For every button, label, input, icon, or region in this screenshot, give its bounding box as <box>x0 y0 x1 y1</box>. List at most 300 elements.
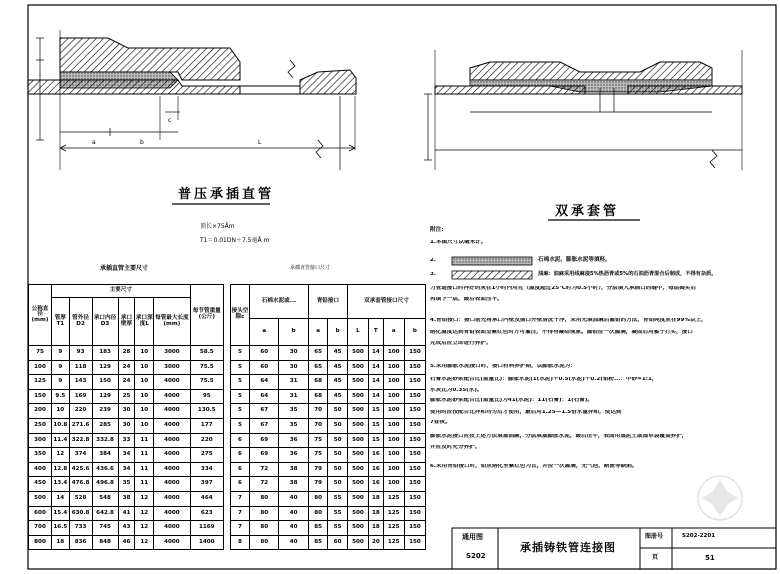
table-cell: 15 <box>369 404 384 419</box>
group-header-cement: 石棉水泥或... <box>250 285 309 319</box>
sleeve-pipe-left <box>435 86 585 94</box>
table-cell: 85 <box>308 535 327 550</box>
table-cell: 125 <box>383 506 404 521</box>
table-cell: 18 <box>52 535 70 550</box>
table-row <box>29 462 224 477</box>
table-cell: 322.8 <box>69 433 92 448</box>
table-cell: 436.6 <box>92 462 118 477</box>
table-cell: 93 <box>69 346 92 361</box>
table-cell: 50 <box>328 418 348 433</box>
table-cell: 20 <box>369 535 384 550</box>
table-cell: 100 <box>383 433 404 448</box>
table-cell: 476.8 <box>69 477 92 492</box>
table-cell: 43 <box>118 521 135 536</box>
note-line: 水灰比为0.35(水)。 <box>430 388 483 393</box>
table-cell: 150 <box>404 418 425 433</box>
table-cell: 75 <box>29 346 52 361</box>
note-line: 熔化温度达到青铅表面呈紫红色时方可灌注，不得有凝结现象。灌铅应一次灌满，凝固后用錾子打实，接口 <box>430 330 693 335</box>
table-cell: 143 <box>69 375 92 390</box>
table-cell: 500 <box>347 360 368 375</box>
table-cell: 200 <box>29 404 52 419</box>
table-cell: 31 <box>279 389 308 404</box>
table-cell: 25 <box>118 389 135 404</box>
table-row <box>231 375 426 390</box>
note-line: 4.青铅接口：接口前先将承口内壁及插口外壁清洗干净，采用先填油麻后灌铅的方法，青铅纯度应在99%以上， <box>430 318 707 323</box>
table-cell: 80 <box>308 506 327 521</box>
table-cell: 150 <box>404 389 425 404</box>
note-line: 2. <box>430 258 437 263</box>
table-cell: 275 <box>190 448 223 463</box>
table-cell: 35 <box>118 477 135 492</box>
col-header-nominal-diameter: 公称直径(mm) <box>29 285 52 346</box>
table-cell: 12.8 <box>52 462 70 477</box>
left-drawing-title: 普压承插直管 <box>178 187 275 202</box>
table-cell: 9.5 <box>52 389 70 404</box>
table-cell: 169 <box>69 389 92 404</box>
left-subheader: 管外径D2 <box>69 298 92 346</box>
table-cell: 500 <box>347 448 368 463</box>
table-cell: 642.8 <box>92 506 118 521</box>
right-subheader: a <box>383 319 404 346</box>
table-cell: 68 <box>308 375 327 390</box>
table-cell: 150 <box>404 360 425 375</box>
table-cell: 150 <box>404 404 425 419</box>
table-cell: 12 <box>135 506 154 521</box>
note-line: 6.采用青铅接口时，铅应熔化至紫红色为宜，并应一次灌满，无气泡，断流等缺陷。 <box>430 464 638 469</box>
table-cell: 8 <box>231 535 250 550</box>
sleeve-body <box>470 62 712 80</box>
table-cell: 10 <box>52 404 70 419</box>
group-header-sleeve: 双承套管接口尺寸 <box>347 285 425 319</box>
table-row <box>29 404 224 419</box>
table-cell: 69 <box>250 433 279 448</box>
table-cell: 11 <box>135 462 154 477</box>
table-cell: 1169 <box>190 521 223 536</box>
table-cell: 79 <box>308 477 327 492</box>
table-row <box>29 346 224 361</box>
table-cell: 125 <box>383 535 404 550</box>
table-cell: 4000 <box>154 433 190 448</box>
table-cell: 80 <box>250 506 279 521</box>
table-cell: 100 <box>383 448 404 463</box>
table-row <box>231 389 426 404</box>
table-cell: 100 <box>383 360 404 375</box>
table-row <box>231 418 426 433</box>
table-cell: 6 <box>231 433 250 448</box>
table-row <box>231 521 426 536</box>
joint-dimension-table <box>230 284 426 550</box>
table-cell: 30 <box>118 418 135 433</box>
table-row <box>231 477 426 492</box>
table-cell: 500 <box>29 491 52 506</box>
table-cell: 630.8 <box>69 506 92 521</box>
table-cell: 150 <box>404 506 425 521</box>
table-cell: 40 <box>279 521 308 536</box>
table-cell: 125 <box>383 521 404 536</box>
right-subheader: b <box>328 319 348 346</box>
watermark-logo <box>698 476 742 520</box>
table-cell: 12 <box>135 491 154 506</box>
table-cell: 12 <box>135 521 154 536</box>
table-cell: 183 <box>92 346 118 361</box>
table-cell: 50 <box>328 433 348 448</box>
table-cell: 6 <box>231 477 250 492</box>
table-cell: 46 <box>118 535 135 550</box>
table-cell: 500 <box>347 418 368 433</box>
table-cell: 80 <box>250 491 279 506</box>
note-line: 膨胀水泥砂浆配合比(重量比)为41(水泥)：11(石膏)：1(石膏)。 <box>430 398 593 403</box>
right-subheader: L <box>347 319 368 346</box>
table-cell: 5 <box>231 418 250 433</box>
table-cell: 50 <box>328 477 348 492</box>
atlas-code: S202 <box>466 552 486 560</box>
table-cell: 150 <box>404 375 425 390</box>
table-cell: 36 <box>279 448 308 463</box>
table-cell: 500 <box>347 389 368 404</box>
table-cell: 24 <box>118 375 135 390</box>
table-cell: 12 <box>135 535 154 550</box>
table-cell: 300 <box>29 433 52 448</box>
table-cell: 4000 <box>154 506 190 521</box>
table-cell: 118 <box>69 360 92 375</box>
table-cell: 150 <box>404 535 425 550</box>
table-cell: 55 <box>328 491 348 506</box>
table-cell: 67 <box>250 404 279 419</box>
table-cell: 129 <box>92 389 118 404</box>
table-cell: 250 <box>29 418 52 433</box>
table-cell: 18 <box>369 491 384 506</box>
table-cell: 129 <box>92 360 118 375</box>
table-cell: 14 <box>369 346 384 361</box>
right-table-caption: 承插直管接口尺寸 <box>290 265 331 271</box>
right-subheader: b <box>279 319 308 346</box>
table-cell: 28 <box>118 346 135 361</box>
table-cell: 79 <box>308 462 327 477</box>
note-line: 3. <box>430 272 437 277</box>
table-cell: 528 <box>69 491 92 506</box>
table-cell: 16 <box>369 477 384 492</box>
table-cell: 4000 <box>154 477 190 492</box>
table-cell: 500 <box>347 433 368 448</box>
table-cell: 50 <box>328 462 348 477</box>
table-cell: 5 <box>231 360 250 375</box>
table-cell: 100 <box>383 389 404 404</box>
table-cell: 464 <box>190 491 223 506</box>
table-cell: 350 <box>29 448 52 463</box>
table-cell: 67 <box>250 418 279 433</box>
table-cell: 500 <box>347 521 368 536</box>
table-cell: 500 <box>347 462 368 477</box>
table-cell: 130.5 <box>190 404 223 419</box>
table-cell: 38 <box>279 477 308 492</box>
table-cell: 10.8 <box>52 418 70 433</box>
table-cell: 10 <box>135 418 154 433</box>
table-cell: 69 <box>250 448 279 463</box>
table-cell: 12 <box>52 448 70 463</box>
table-cell: 95 <box>190 389 223 404</box>
table-row <box>29 418 224 433</box>
table-cell: 733 <box>69 521 92 536</box>
table-cell: 65 <box>308 346 327 361</box>
note-line: 膨胀水泥接口应按上述方法填塞油麻，分层填塞膨胀水泥，最后压平，表面用湿泥土或湿草袋覆盖养护， <box>430 434 688 439</box>
table-cell: 11.4 <box>52 433 70 448</box>
table-row <box>29 448 224 463</box>
table-cell: 40 <box>279 491 308 506</box>
table-cell: 450 <box>29 477 52 492</box>
table-cell: 38 <box>279 462 308 477</box>
table-cell: 100 <box>383 477 404 492</box>
table-cell: 600 <box>29 506 52 521</box>
table-cell: 33 <box>118 433 135 448</box>
table-row <box>231 462 426 477</box>
table-cell: 150 <box>29 389 52 404</box>
table-cell: 4000 <box>154 375 190 390</box>
table-cell: 100 <box>383 375 404 390</box>
table-cell: 150 <box>92 375 118 390</box>
table-cell: 220 <box>69 404 92 419</box>
table-cell: 500 <box>347 535 368 550</box>
table-cell: 14 <box>369 360 384 375</box>
left-subheader: 承口深度L <box>135 298 154 346</box>
formula-1: 顶长×75Åm <box>200 223 235 230</box>
table-cell: 55 <box>328 506 348 521</box>
sheet-no-label: 图册号 <box>645 533 664 540</box>
legend-oakum-text: 油麻：油麻采用线麻浸5%热沥青或5%的石油沥青混合后制成，不得有杂质。 <box>538 271 717 277</box>
left-subheader: 每管最大长度(mm) <box>154 298 190 346</box>
table-cell: 24 <box>118 360 135 375</box>
left-subheader: 管厚T1 <box>52 298 70 346</box>
table-cell: 72 <box>250 462 279 477</box>
table-row <box>231 448 426 463</box>
page-value: 51 <box>705 554 715 562</box>
left-subheader: 承口内径D3 <box>92 298 118 346</box>
table-cell: 10 <box>135 360 154 375</box>
table-cell: 548 <box>92 491 118 506</box>
table-cell: 177 <box>190 418 223 433</box>
table-cell: 75 <box>308 433 327 448</box>
table-cell: 5 <box>231 375 250 390</box>
table-cell: 60 <box>328 535 348 550</box>
table-cell: 6 <box>231 462 250 477</box>
note-line: 完成后应立即进行养护。 <box>430 341 492 346</box>
table-row <box>231 360 426 375</box>
spigot-end <box>300 70 356 94</box>
table-cell: 50 <box>328 448 348 463</box>
sheet-no-value: S202-2201 <box>682 533 716 539</box>
table-cell: 5 <box>231 346 250 361</box>
table-cell: 374 <box>69 448 92 463</box>
dim-b: b <box>140 139 144 146</box>
table-cell: 75 <box>308 448 327 463</box>
table-cell: 55 <box>328 521 348 536</box>
group-header-lead: 青铅接口 <box>308 285 347 319</box>
atlas-label: 通用图 <box>462 533 483 541</box>
sleeve-pipe-right <box>628 86 742 94</box>
table-cell: 41 <box>118 506 135 521</box>
table-cell: 36 <box>279 433 308 448</box>
table-cell: 800 <box>29 535 52 550</box>
table-cell: 7 <box>231 521 250 536</box>
table-cell: 220 <box>190 433 223 448</box>
right-subheader: a <box>250 319 279 346</box>
table-cell: 285 <box>92 418 118 433</box>
table-cell: 45 <box>328 375 348 390</box>
table-cell: 11 <box>135 433 154 448</box>
table-cell: 1400 <box>190 535 223 550</box>
table-cell: 80 <box>250 535 279 550</box>
table-cell: 35 <box>279 404 308 419</box>
note-line: 5.采用膨胀水泥接口时，接口材料养护期，以膨胀水泥为： <box>430 364 576 369</box>
table-cell: 100 <box>383 346 404 361</box>
table-cell: 70 <box>308 418 327 433</box>
table-cell: 384 <box>92 448 118 463</box>
table-cell: 15.4 <box>52 506 70 521</box>
table-cell: 60 <box>250 360 279 375</box>
table-cell: 500 <box>347 506 368 521</box>
table-cell: 150 <box>404 491 425 506</box>
table-cell: 4000 <box>154 521 190 536</box>
table-cell: 16.5 <box>52 521 70 536</box>
table-row <box>231 346 426 361</box>
col-header-gap: 接头空隙c <box>231 285 250 346</box>
table-cell: 3000 <box>154 360 190 375</box>
table-cell: 150 <box>404 448 425 463</box>
table-cell: 64 <box>250 375 279 390</box>
table-cell: 100 <box>383 404 404 419</box>
table-cell: 9 <box>52 346 70 361</box>
table-cell: 4000 <box>154 535 190 550</box>
drawing-title: 承插铸铁管连接图 <box>520 541 616 554</box>
table-cell: 496.8 <box>92 477 118 492</box>
table-cell: 623 <box>190 506 223 521</box>
table-cell: 10 <box>135 389 154 404</box>
table-cell: 4000 <box>154 491 190 506</box>
table-cell: 3000 <box>154 346 190 361</box>
note-line: 1.本图尺寸以毫米计。 <box>430 240 487 245</box>
table-row <box>231 535 426 550</box>
table-row <box>29 360 224 375</box>
table-cell: 65 <box>308 360 327 375</box>
table-cell: 45 <box>328 389 348 404</box>
table-cell: 239 <box>92 404 118 419</box>
table-cell: 80 <box>250 521 279 536</box>
table-cell: 68 <box>308 389 327 404</box>
table-cell: 397 <box>190 477 223 492</box>
legend-swatch-filler <box>452 257 532 265</box>
table-cell: 30 <box>279 346 308 361</box>
table-cell: 500 <box>347 346 368 361</box>
table-row <box>29 389 224 404</box>
table-cell: 100 <box>29 360 52 375</box>
table-cell: 400 <box>29 462 52 477</box>
table-cell: 150 <box>404 433 425 448</box>
table-cell: 4000 <box>154 462 190 477</box>
table-cell: 500 <box>347 477 368 492</box>
table-cell: 80 <box>308 491 327 506</box>
table-cell: 500 <box>347 404 368 419</box>
table-cell: 150 <box>404 462 425 477</box>
table-cell: 60 <box>250 346 279 361</box>
table-cell: 150 <box>404 477 425 492</box>
table-cell: 11 <box>135 448 154 463</box>
table-cell: 100 <box>383 462 404 477</box>
table-cell: 16 <box>369 448 384 463</box>
table-cell: 100 <box>383 418 404 433</box>
table-row <box>231 506 426 521</box>
table-cell: 5 <box>231 404 250 419</box>
table-cell: 4000 <box>154 404 190 419</box>
notes-heading: 附注: <box>430 227 444 233</box>
double-bell-sleeve-drawing <box>424 50 742 170</box>
right-subheader: T <box>369 319 384 346</box>
table-cell: 85 <box>308 521 327 536</box>
table-cell: 50 <box>328 404 348 419</box>
note-line: 力管道接口时拌好的灰在1小时内用完（温度超过25℃时为0.5小时），分层填入承插口的缝中，每层捣实后 <box>430 286 697 291</box>
table-cell: 45 <box>328 346 348 361</box>
left-subheader: 承口壁厚 <box>118 298 135 346</box>
table-cell: 836 <box>69 535 92 550</box>
table-cell: 40 <box>279 506 308 521</box>
table-cell: 18 <box>369 506 384 521</box>
table-cell: 13.4 <box>52 477 70 492</box>
page-label: 页 <box>652 554 659 561</box>
table-cell: 14 <box>52 491 70 506</box>
table-cell: 40 <box>279 535 308 550</box>
legend-filler-text: 石棉水泥、膨胀水泥等填料。 <box>538 257 611 263</box>
table-cell: 10 <box>135 346 154 361</box>
table-cell: 15 <box>369 418 384 433</box>
table-cell: 64 <box>250 389 279 404</box>
table-cell: 700 <box>29 521 52 536</box>
note-line: 石膏水泥砂浆配合比(重量比)：膨胀水泥(1(水泥)＋0.5(水泥)＋0.2(铝粉...：中砂=1:1， <box>430 377 658 382</box>
table-cell: 18 <box>369 521 384 536</box>
table-cell: 848 <box>92 535 118 550</box>
table-cell: 425.6 <box>69 462 92 477</box>
table-cell: 15 <box>369 433 384 448</box>
table-cell: 7 <box>231 491 250 506</box>
note-line: 并应及时充分养护。 <box>430 445 481 450</box>
table-cell: 10 <box>135 404 154 419</box>
table-cell: 30 <box>279 360 308 375</box>
col-header-weight: 每节管重量(公斤) <box>190 285 223 346</box>
table-cell: 6 <box>231 448 250 463</box>
table-cell: 34 <box>118 448 135 463</box>
table-cell: 125 <box>29 375 52 390</box>
table-cell: 38 <box>118 491 135 506</box>
note-line: 使用时应按配合比拌和均匀后才使用，最后用1.25—1.5倍水量拌和，使达到 <box>430 410 622 415</box>
note-line: 再填下一层，最后表面压平。 <box>430 297 503 302</box>
dim-a: a <box>92 139 96 146</box>
right-subheader: a <box>308 319 327 346</box>
table-cell: 745 <box>92 521 118 536</box>
table-cell: 70 <box>308 404 327 419</box>
table-cell: 75.5 <box>190 360 223 375</box>
table-cell: 500 <box>347 491 368 506</box>
table-cell: 31 <box>279 375 308 390</box>
table-cell: 10 <box>135 375 154 390</box>
table-cell: 72 <box>250 477 279 492</box>
table-row <box>29 433 224 448</box>
pipe-dimension-table <box>28 284 224 550</box>
table-cell: 14 <box>369 375 384 390</box>
right-drawing-title: 双承套管 <box>555 204 620 219</box>
table-cell: 14 <box>369 389 384 404</box>
table-row <box>231 491 426 506</box>
left-table-caption: 承插直管主要尺寸 <box>100 265 149 272</box>
table-row <box>29 375 224 390</box>
table-cell: 271.6 <box>69 418 92 433</box>
table-row <box>231 404 426 419</box>
